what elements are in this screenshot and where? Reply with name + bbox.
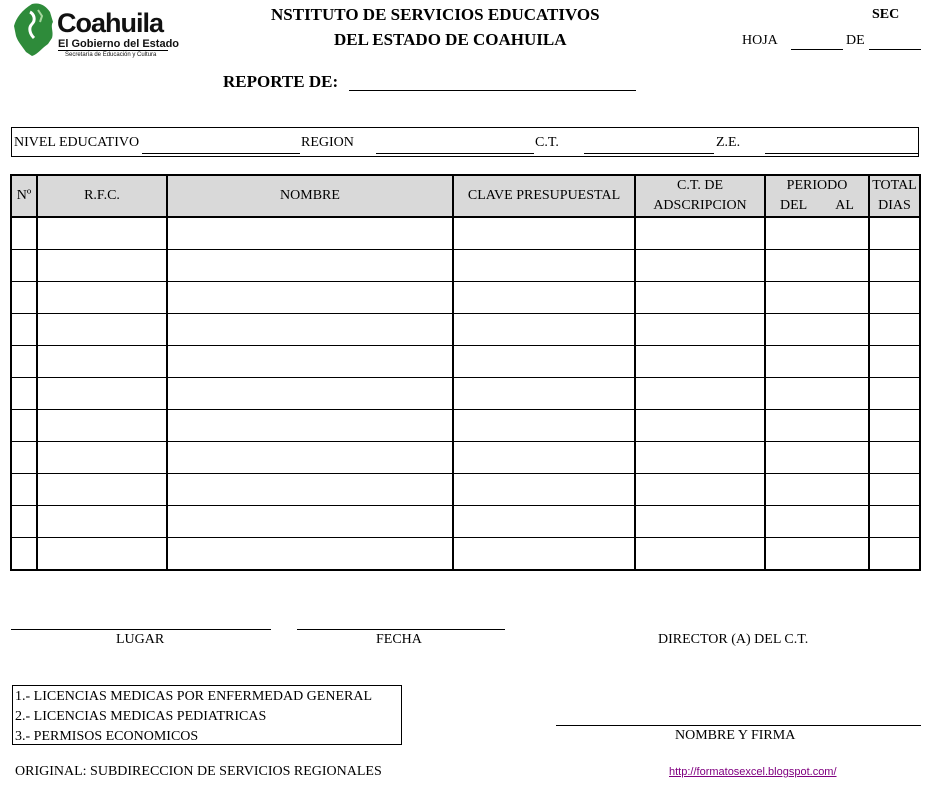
table-cell[interactable] (37, 474, 167, 506)
table-row (11, 378, 920, 410)
table-cell[interactable] (167, 442, 453, 474)
table-cell[interactable] (635, 282, 765, 314)
table-cell[interactable] (635, 378, 765, 410)
table-cell[interactable] (11, 538, 37, 571)
institution-title: NSTITUTO DE SERVICIOS EDUCATIVOS (271, 5, 600, 24)
table-cell[interactable] (11, 474, 37, 506)
table-cell[interactable] (635, 314, 765, 346)
table-cell[interactable] (167, 346, 453, 378)
col-rfc: R.F.C. (37, 175, 167, 217)
table-cell[interactable] (11, 506, 37, 538)
table-cell[interactable] (167, 410, 453, 442)
ze-label: Z.E. (716, 135, 741, 150)
table-cell[interactable] (11, 346, 37, 378)
table-cell[interactable] (765, 410, 869, 442)
report-table (10, 174, 921, 571)
col-clave-presupuestal: CLAVE PRESUPUESTAL (453, 175, 635, 217)
table-cell[interactable] (765, 217, 869, 250)
table-cell[interactable] (765, 442, 869, 474)
table-cell[interactable] (869, 378, 920, 410)
table-cell[interactable] (37, 538, 167, 571)
fecha-field[interactable] (297, 629, 505, 630)
de-label: DE (846, 33, 865, 48)
table-cell[interactable] (869, 442, 920, 474)
nivel-field[interactable] (142, 153, 300, 154)
table-cell[interactable] (37, 346, 167, 378)
region-field[interactable] (376, 153, 534, 154)
reporte-label: REPORTE DE: (223, 72, 339, 91)
table-header-row (11, 175, 920, 217)
logo-divider (58, 50, 168, 51)
table-cell[interactable] (765, 538, 869, 571)
legend-item: 2.- LICENCIAS MEDICAS PEDIATRICAS (15, 709, 267, 724)
table-cell[interactable] (453, 538, 635, 571)
table-cell[interactable] (869, 250, 920, 282)
table-cell[interactable] (453, 378, 635, 410)
fecha-label: FECHA (376, 632, 422, 647)
sec-label: SEC (872, 7, 900, 22)
region-label: REGION (301, 135, 354, 150)
table-cell[interactable] (453, 217, 635, 250)
table-cell[interactable] (37, 314, 167, 346)
table-row (11, 250, 920, 282)
table-cell[interactable] (635, 474, 765, 506)
table-cell[interactable] (453, 410, 635, 442)
table-cell[interactable] (635, 410, 765, 442)
table-body (11, 217, 920, 570)
table-cell[interactable] (869, 410, 920, 442)
table-cell[interactable] (869, 314, 920, 346)
table-cell[interactable] (635, 538, 765, 571)
nivel-label: NIVEL EDUCATIVO (14, 135, 140, 150)
table-cell[interactable] (37, 442, 167, 474)
table-cell[interactable] (37, 250, 167, 282)
reporte-field[interactable] (349, 90, 636, 91)
coahuila-state-map-icon (12, 2, 56, 58)
table-cell[interactable] (869, 282, 920, 314)
table-cell[interactable] (635, 346, 765, 378)
table-cell[interactable] (453, 282, 635, 314)
table-cell[interactable] (635, 250, 765, 282)
institution-subtitle: DEL ESTADO DE COAHUILA (334, 30, 567, 49)
table-cell[interactable] (11, 217, 37, 250)
table-row (11, 506, 920, 538)
original-note: ORIGINAL: SUBDIRECCION DE SERVICIOS REGIONALES (15, 764, 382, 779)
legend-item: 1.- LICENCIAS MEDICAS POR ENFERMEDAD GENERAL (15, 689, 373, 704)
periodo-al: AL (835, 198, 854, 213)
ze-field[interactable] (765, 153, 918, 154)
table-cell[interactable] (167, 217, 453, 250)
hoja-label: HOJA (742, 33, 778, 48)
periodo-del: DEL (780, 198, 808, 213)
hoja-field[interactable] (791, 49, 843, 50)
table-row (11, 217, 920, 250)
table-cell[interactable] (37, 410, 167, 442)
logo-subtitle: El Gobierno del Estado (58, 38, 180, 50)
col-total-dias: TOTAL DIAS (869, 175, 920, 217)
table-cell[interactable] (765, 506, 869, 538)
table-cell[interactable] (453, 506, 635, 538)
table-cell[interactable] (869, 538, 920, 571)
table-cell[interactable] (11, 378, 37, 410)
legend-box (12, 685, 402, 745)
table-cell[interactable] (11, 250, 37, 282)
table-cell[interactable] (11, 314, 37, 346)
col-ct-adscripcion: C.T. DE ADSCRIPCION (635, 175, 765, 217)
info-box (11, 127, 919, 157)
table-cell[interactable] (453, 314, 635, 346)
table-cell[interactable] (167, 314, 453, 346)
table-cell[interactable] (453, 474, 635, 506)
nombre-firma-label: NOMBRE Y FIRMA (675, 728, 796, 743)
table-cell[interactable] (167, 538, 453, 571)
ct-field[interactable] (584, 153, 714, 154)
de-field[interactable] (869, 49, 921, 50)
table-cell[interactable] (765, 474, 869, 506)
table-cell[interactable] (635, 442, 765, 474)
col-numero: Nº (11, 175, 37, 217)
blog-link[interactable]: http://formatosexcel.blogspot.com/ (669, 766, 837, 778)
table-cell[interactable] (167, 474, 453, 506)
table-cell[interactable] (453, 346, 635, 378)
table-cell[interactable] (167, 506, 453, 538)
table-cell[interactable] (869, 346, 920, 378)
legend-item: 3.- PERMISOS ECONOMICOS (15, 729, 199, 744)
table-cell[interactable] (453, 442, 635, 474)
ct-label: C.T. (535, 135, 559, 150)
table-cell[interactable] (11, 282, 37, 314)
table-row (11, 314, 920, 346)
table-cell[interactable] (11, 410, 37, 442)
table-cell[interactable] (37, 378, 167, 410)
table-cell[interactable] (37, 217, 167, 250)
table-cell[interactable] (765, 314, 869, 346)
nombre-firma-field[interactable] (556, 725, 921, 726)
table-cell[interactable] (635, 217, 765, 250)
table-cell[interactable] (167, 250, 453, 282)
table-cell[interactable] (869, 217, 920, 250)
table-cell[interactable] (167, 282, 453, 314)
table-cell[interactable] (37, 282, 167, 314)
table-cell[interactable] (765, 250, 869, 282)
table-cell[interactable] (453, 250, 635, 282)
table-row (11, 346, 920, 378)
col-nombre: NOMBRE (167, 175, 453, 217)
table-cell[interactable] (635, 506, 765, 538)
table-cell[interactable] (869, 506, 920, 538)
table-cell[interactable] (167, 378, 453, 410)
lugar-label: LUGAR (116, 632, 165, 647)
table-cell[interactable] (869, 474, 920, 506)
table-cell[interactable] (765, 378, 869, 410)
table-cell[interactable] (765, 282, 869, 314)
logo-secretaria: Secretaría de Educación y Cultura (65, 52, 157, 58)
table-row (11, 282, 920, 314)
table-row (11, 474, 920, 506)
lugar-field[interactable] (11, 629, 271, 630)
table-row (11, 410, 920, 442)
table-row (11, 538, 920, 571)
col-periodo: PERIODO DEL AL (765, 175, 869, 217)
logo-name: Coahuila (57, 8, 164, 38)
director-label: DIRECTOR (A) DEL C.T. (658, 632, 809, 647)
table-row (11, 442, 920, 474)
table-cell[interactable] (37, 506, 167, 538)
table-cell[interactable] (11, 442, 37, 474)
table-cell[interactable] (765, 346, 869, 378)
